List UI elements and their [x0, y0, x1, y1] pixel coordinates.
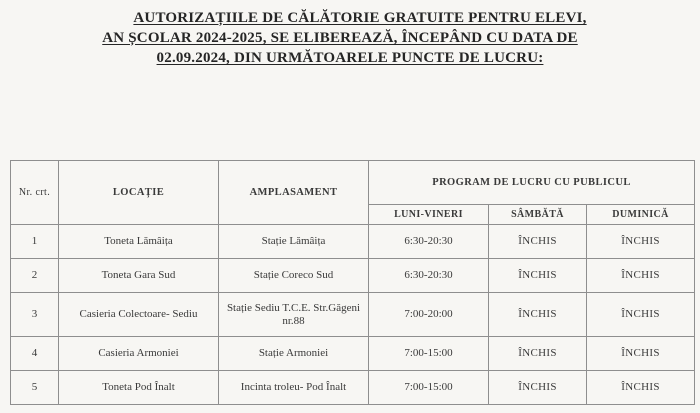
- row-duminica: ÎNCHIS: [587, 337, 695, 371]
- row-sambata: ÎNCHIS: [489, 225, 587, 259]
- row-duminica: ÎNCHIS: [587, 293, 695, 337]
- row-duminica: ÎNCHIS: [587, 371, 695, 405]
- row-amplasament: Stație Armoniei: [219, 337, 369, 371]
- row-amplasament: Stație Lămâița: [219, 225, 369, 259]
- row-nr: 1: [11, 225, 59, 259]
- row-locatie: Toneta Gara Sud: [59, 259, 219, 293]
- row-duminica: ÎNCHIS: [587, 225, 695, 259]
- table-row: [11, 259, 695, 293]
- title-line-2: AN ȘCOLAR 2024-2025, SE ELIBEREAZĂ, ÎNCEPÂND CU DATA DE: [102, 30, 578, 46]
- row-amplasament: Incinta troleu- Pod Înalt: [219, 371, 369, 405]
- row-sambata: ÎNCHIS: [489, 293, 587, 337]
- row-luni-vineri: 7:00-15:00: [369, 371, 489, 405]
- table-row: [11, 293, 695, 337]
- row-locatie: Casieria Armoniei: [59, 337, 219, 371]
- header-program: PROGRAM DE LUCRU CU PUBLICUL: [369, 161, 695, 205]
- row-sambata: ÎNCHIS: [489, 337, 587, 371]
- title-line-3: 02.09.2024, DIN URMĂTOARELE PUNCTE DE LUCRU:: [156, 50, 544, 66]
- title-line-1: AUTORIZAȚIILE DE CĂLĂTORIE GRATUITE PENTRU ELEVI,: [133, 10, 587, 26]
- header-luni-vineri: LUNI-VINERI: [369, 205, 489, 225]
- row-sambata: ÎNCHIS: [489, 371, 587, 405]
- row-luni-vineri: 7:00-20:00: [369, 293, 489, 337]
- row-luni-vineri: 6:30-20:30: [369, 225, 489, 259]
- header-nr: Nr. crt.: [11, 161, 59, 225]
- row-locatie: Toneta Lămâița: [59, 225, 219, 259]
- header-locatie: LOCAȚIE: [59, 161, 219, 225]
- row-nr: 5: [11, 371, 59, 405]
- row-amplasament: Stație Sediu T.C.E. Str.Găgeni nr.88: [219, 293, 369, 337]
- row-nr: 2: [11, 259, 59, 293]
- schedule-table: [10, 160, 695, 405]
- row-luni-vineri: 6:30-20:30: [369, 259, 489, 293]
- document-title: [0, 8, 700, 68]
- row-luni-vineri: 7:00-15:00: [369, 337, 489, 371]
- header-amplasament: AMPLASAMENT: [219, 161, 369, 225]
- table-row: [11, 337, 695, 371]
- table-row: [11, 225, 695, 259]
- table-row: [11, 371, 695, 405]
- row-locatie: Toneta Pod Înalt: [59, 371, 219, 405]
- row-nr: 3: [11, 293, 59, 337]
- header-duminica: DUMINICĂ: [587, 205, 695, 225]
- row-locatie: Casieria Colectoare- Sediu: [59, 293, 219, 337]
- row-amplasament: Stație Coreco Sud: [219, 259, 369, 293]
- row-sambata: ÎNCHIS: [489, 259, 587, 293]
- row-nr: 4: [11, 337, 59, 371]
- row-duminica: ÎNCHIS: [587, 259, 695, 293]
- header-sambata: SÂMBĂTĂ: [489, 205, 587, 225]
